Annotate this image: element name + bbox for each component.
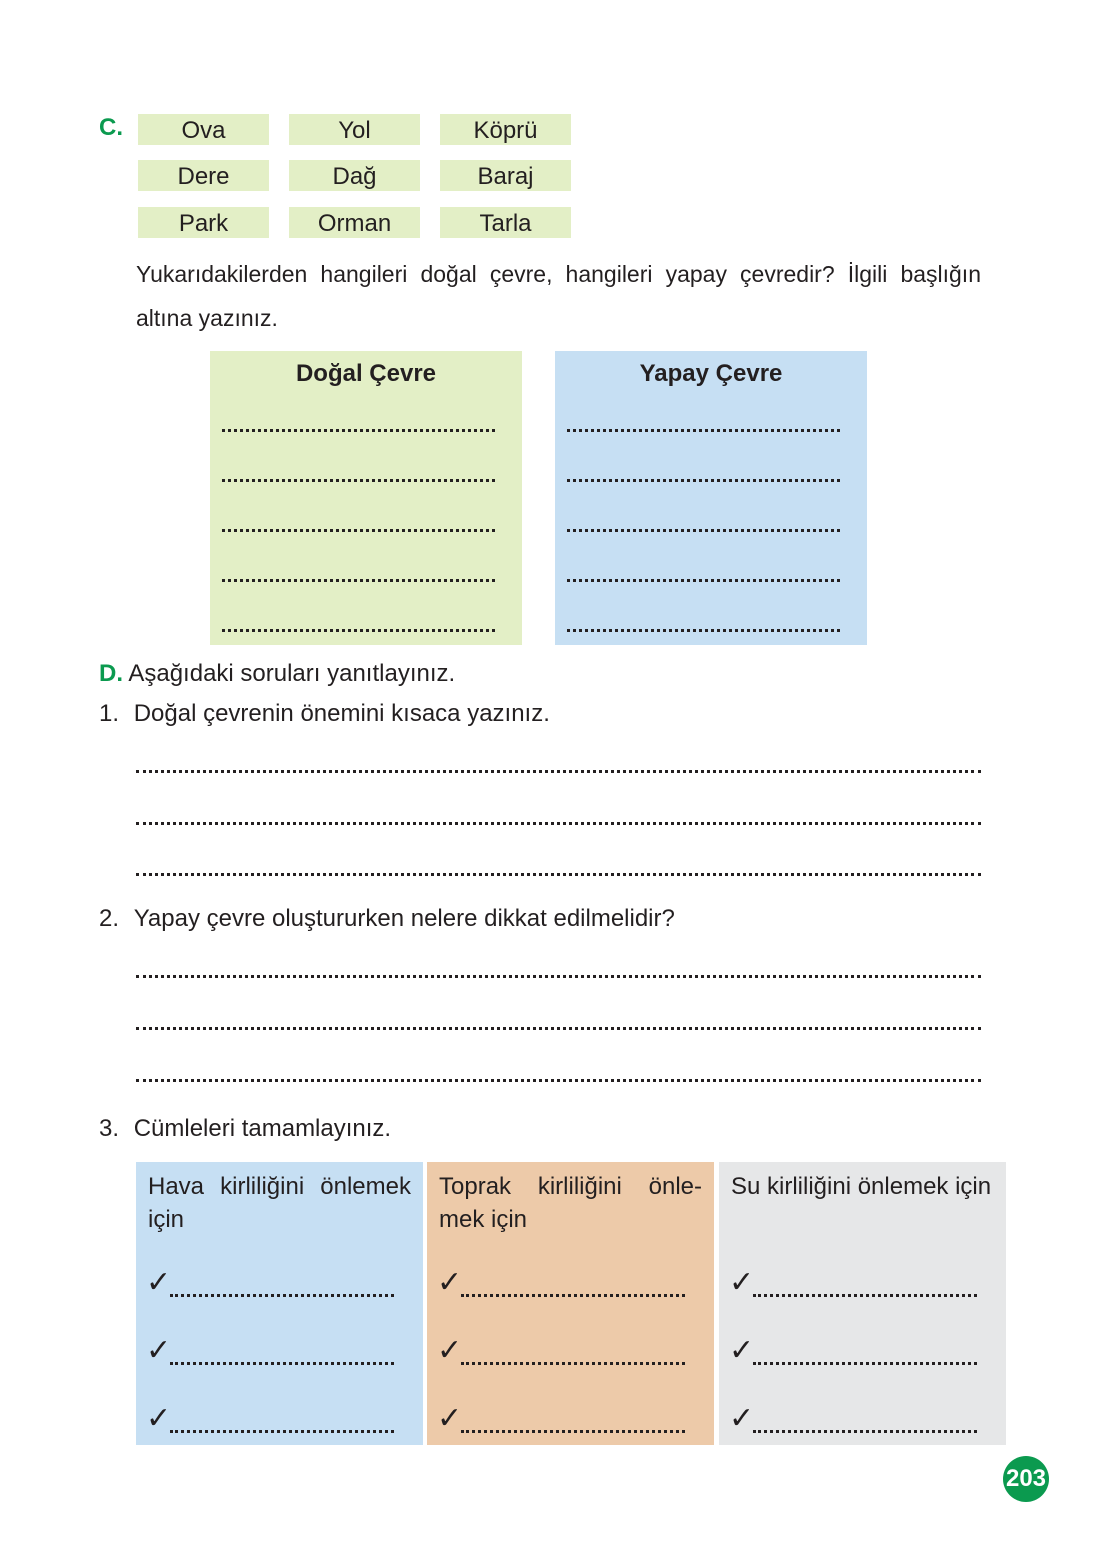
question-number: 2. xyxy=(99,905,120,932)
answer-line[interactable] xyxy=(753,1430,977,1433)
answer-line[interactable] xyxy=(136,1027,981,1030)
answer-line[interactable] xyxy=(567,529,840,532)
check-mark-icon: ✓ xyxy=(437,1401,463,1436)
answer-line[interactable] xyxy=(461,1430,685,1433)
question-number: 1. xyxy=(99,700,120,727)
check-mark-icon: ✓ xyxy=(437,1265,463,1300)
question-1 xyxy=(99,700,550,728)
check-mark-icon: ✓ xyxy=(437,1333,463,1368)
answer-line[interactable] xyxy=(567,479,840,482)
check-mark-icon: ✓ xyxy=(729,1333,755,1368)
check-row[interactable] xyxy=(146,1265,406,1302)
answer-line[interactable] xyxy=(222,429,495,432)
check-mark-icon: ✓ xyxy=(729,1401,755,1436)
artificial-environment-title: Yapay Çevre xyxy=(639,360,783,387)
answer-line[interactable] xyxy=(567,429,840,432)
check-mark-icon: ✓ xyxy=(146,1333,172,1368)
word-box: Dağ xyxy=(289,160,420,191)
column-title: Toprak kirliliğini önle-mek için xyxy=(439,1173,702,1233)
answer-line[interactable] xyxy=(222,479,495,482)
natural-environment-box xyxy=(210,351,522,645)
column-title: Su kirliliğini önlemek için xyxy=(731,1173,992,1200)
answer-line[interactable] xyxy=(461,1362,685,1365)
water-pollution-column xyxy=(719,1162,1006,1445)
question-3 xyxy=(99,1115,391,1143)
word-box: Baraj xyxy=(440,160,571,191)
answer-line[interactable] xyxy=(136,770,981,773)
answer-line[interactable] xyxy=(753,1362,977,1365)
section-d-label: D. xyxy=(99,660,123,687)
answer-line[interactable] xyxy=(222,579,495,582)
check-row[interactable] xyxy=(437,1265,697,1302)
soil-pollution-column xyxy=(427,1162,714,1445)
answer-line[interactable] xyxy=(461,1294,685,1297)
section-d-instruction: Aşağıdaki soruları yanıtlayınız. xyxy=(128,660,456,687)
answer-line[interactable] xyxy=(222,629,495,632)
word-box: Yol xyxy=(289,114,420,145)
artificial-environment-box xyxy=(555,351,867,645)
answer-line[interactable] xyxy=(136,873,981,876)
section-d-heading xyxy=(99,660,455,688)
column-title: Hava kirliliğini önlemek için xyxy=(148,1173,411,1233)
word-box: Dere xyxy=(138,160,269,191)
check-row[interactable] xyxy=(146,1401,406,1438)
answer-line[interactable] xyxy=(170,1430,394,1433)
natural-environment-title: Doğal Çevre xyxy=(295,360,437,387)
question-text: Doğal çevrenin önemini kısaca yazınız. xyxy=(133,700,550,727)
answer-line[interactable] xyxy=(170,1362,394,1365)
check-row[interactable] xyxy=(146,1333,406,1370)
check-row[interactable] xyxy=(729,1401,989,1438)
question-text: Yapay çevre oluştururken nelere dikkat edilmelidir? xyxy=(133,905,675,932)
word-box: Orman xyxy=(289,207,420,238)
word-box: Köprü xyxy=(440,114,571,145)
answer-line[interactable] xyxy=(222,529,495,532)
check-mark-icon: ✓ xyxy=(729,1265,755,1300)
word-box: Park xyxy=(138,207,269,238)
air-pollution-column xyxy=(136,1162,423,1445)
word-box: Ova xyxy=(138,114,269,145)
question-text: Cümleleri tamamlayınız. xyxy=(133,1115,392,1142)
answer-line[interactable] xyxy=(170,1294,394,1297)
page-number-badge: 203 xyxy=(1003,1456,1049,1502)
section-c-instruction: Yukarıdakilerden hangileri doğal çevre, hangileri yapay çevredir? İlgili başlığın altına yazınız. xyxy=(136,261,981,331)
check-row[interactable] xyxy=(729,1265,989,1302)
check-mark-icon: ✓ xyxy=(146,1401,172,1436)
check-row[interactable] xyxy=(437,1401,697,1438)
answer-line[interactable] xyxy=(136,975,981,978)
answer-line[interactable] xyxy=(136,822,981,825)
check-row[interactable] xyxy=(729,1333,989,1370)
word-box: Tarla xyxy=(440,207,571,238)
question-number: 3. xyxy=(99,1115,120,1142)
check-mark-icon: ✓ xyxy=(146,1265,172,1300)
answer-line[interactable] xyxy=(567,629,840,632)
answer-line[interactable] xyxy=(136,1079,981,1082)
check-row[interactable] xyxy=(437,1333,697,1370)
section-c-label: C. xyxy=(99,114,123,141)
answer-line[interactable] xyxy=(567,579,840,582)
question-2 xyxy=(99,905,675,933)
answer-line[interactable] xyxy=(753,1294,977,1297)
